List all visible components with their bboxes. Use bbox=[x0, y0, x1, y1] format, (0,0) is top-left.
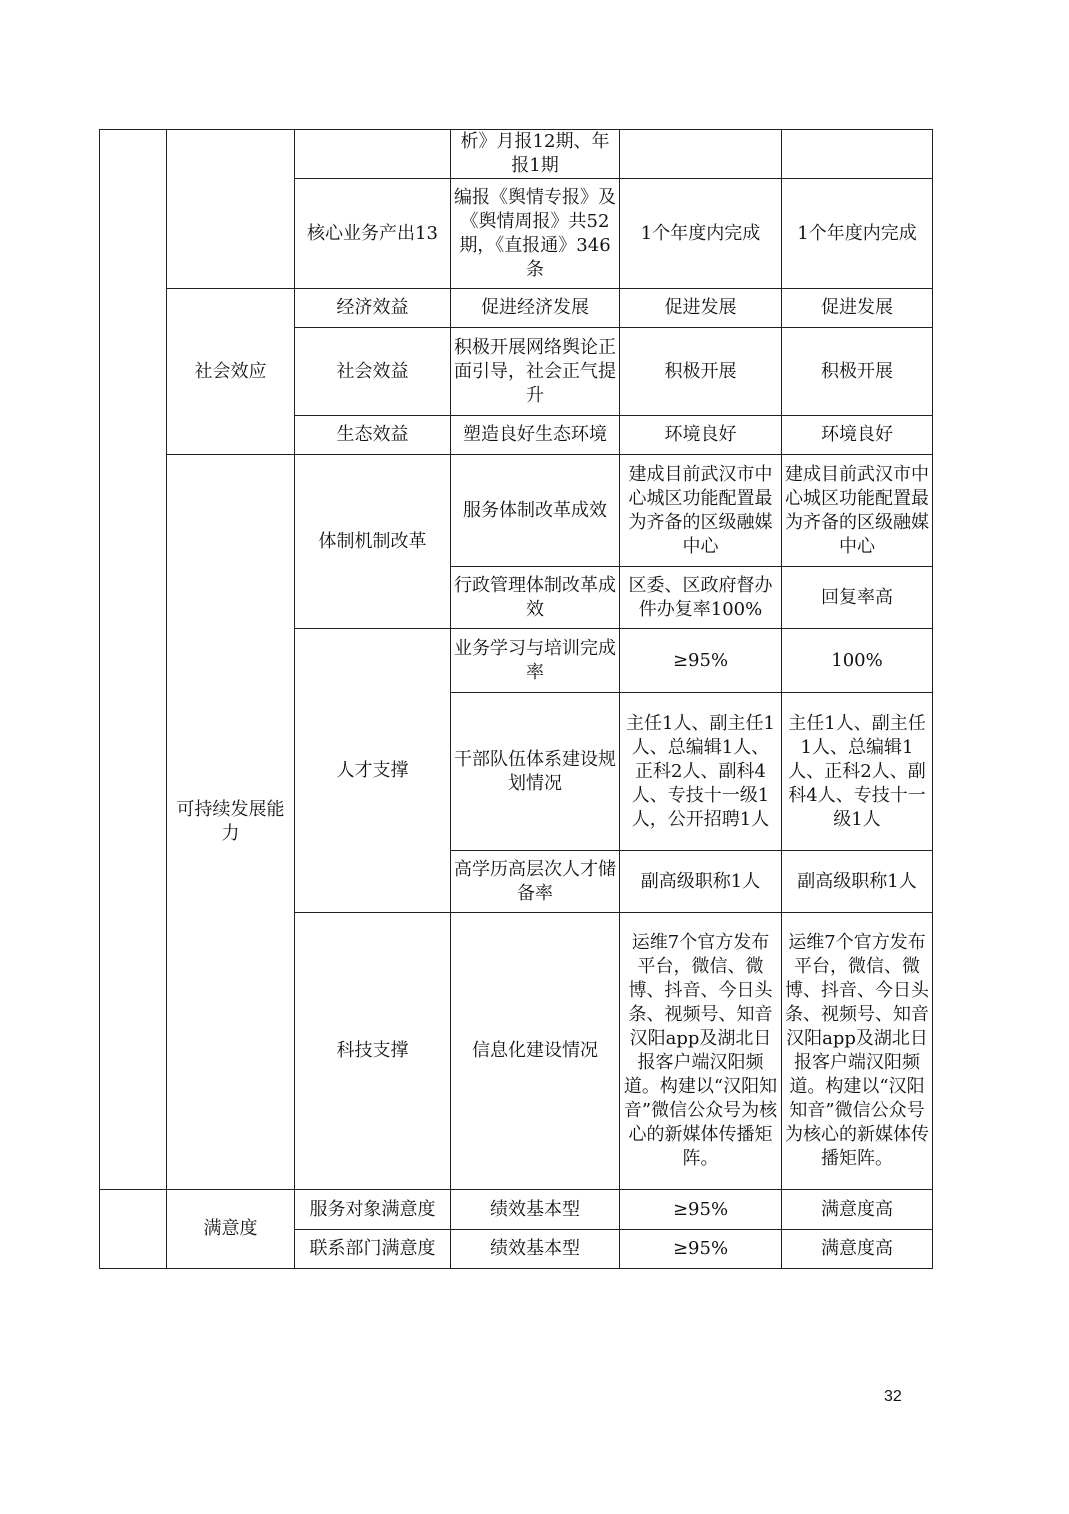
annual-target-cell: 主任1人、副主任1人、总编辑1人、正科2人、副科4人、专技十一级1人，公开招聘1人 bbox=[620, 693, 782, 851]
level2-cell: 可持续发展能力 bbox=[167, 455, 295, 1190]
target-content-cell: 信息化建设情况 bbox=[451, 913, 620, 1190]
target-content-cell: 服务体制改革成效 bbox=[451, 455, 620, 567]
table-row bbox=[100, 455, 933, 567]
level3-cell: 科技支撑 bbox=[295, 913, 451, 1190]
level3-cell: 联系部门满意度 bbox=[295, 1230, 451, 1269]
level2-cell: 社会效应 bbox=[167, 289, 295, 455]
table-row bbox=[100, 289, 933, 328]
actual-value-cell: 运维7个官方发布平台，微信、微博、抖音、今日头条、视频号、知音汉阳app及湖北日报客户端汉阳频道。构建以“汉阳知音”微信公众号为核心的新媒体传播矩阵。 bbox=[782, 913, 933, 1190]
annual-target-cell: 区委、区政府督办件办复率100% bbox=[620, 567, 782, 629]
target-content-cell: 绩效基本型 bbox=[451, 1190, 620, 1230]
level3-cell: 社会效益 bbox=[295, 328, 451, 416]
level2-cell: 满意度 bbox=[167, 1190, 295, 1269]
target-content-cell: 高学历高层次人才储备率 bbox=[451, 851, 620, 913]
target-content-cell: 行政管理体制改革成效 bbox=[451, 567, 620, 629]
annual-target-cell: ≥95% bbox=[620, 1230, 782, 1269]
actual-value-cell bbox=[782, 130, 933, 179]
annual-target-cell: 建成目前武汉市中心城区功能配置最为齐备的区级融媒中心 bbox=[620, 455, 782, 567]
annual-target-cell: 运维7个官方发布平台，微信、微博、抖音、今日头条、视频号、知音汉阳app及湖北日报客户端汉阳频道。构建以“汉阳知音”微信公众号为核心的新媒体传播矩阵。 bbox=[620, 913, 782, 1190]
annual-target-cell: ≥95% bbox=[620, 629, 782, 693]
actual-value-cell: 100% bbox=[782, 629, 933, 693]
performance-table bbox=[99, 129, 933, 1269]
target-content-cell: 编报《舆情专报》及《舆情周报》共52期，《直报通》346条 bbox=[451, 179, 620, 289]
annual-target-cell: 促进发展 bbox=[620, 289, 782, 328]
actual-value-cell: 副高级职称1人 bbox=[782, 851, 933, 913]
actual-value-cell: 促进发展 bbox=[782, 289, 933, 328]
level3-cell: 服务对象满意度 bbox=[295, 1190, 451, 1230]
actual-value-cell: 满意度高 bbox=[782, 1190, 933, 1230]
level3-cell: 人才支撑 bbox=[295, 629, 451, 913]
actual-value-cell: 满意度高 bbox=[782, 1230, 933, 1269]
target-content-cell: 析》月报12期、年报1期 bbox=[451, 130, 620, 179]
annual-target-cell bbox=[620, 130, 782, 179]
annual-target-cell: 积极开展 bbox=[620, 328, 782, 416]
annual-target-cell: ≥95% bbox=[620, 1190, 782, 1230]
annual-target-cell: 环境良好 bbox=[620, 416, 782, 455]
target-content-cell: 积极开展网络舆论正面引导，社会正气提升 bbox=[451, 328, 620, 416]
level3-cell: 生态效益 bbox=[295, 416, 451, 455]
actual-value-cell: 建成目前武汉市中心城区功能配置最为齐备的区级融媒中心 bbox=[782, 455, 933, 567]
level1-cell bbox=[100, 130, 167, 1190]
actual-value-cell: 主任1人、副主任1人、总编辑1人、正科2人、副科4人、专技十一级1人 bbox=[782, 693, 933, 851]
actual-value-cell: 1个年度内完成 bbox=[782, 179, 933, 289]
level3-cell: 核心业务产出13 bbox=[295, 179, 451, 289]
target-content-cell: 促进经济发展 bbox=[451, 289, 620, 328]
level3-cell bbox=[295, 130, 451, 179]
target-content-cell: 塑造良好生态环境 bbox=[451, 416, 620, 455]
target-content-cell: 业务学习与培训完成率 bbox=[451, 629, 620, 693]
target-content-cell: 干部队伍体系建设规划情况 bbox=[451, 693, 620, 851]
level2-cell bbox=[167, 130, 295, 289]
level3-cell: 体制机制改革 bbox=[295, 455, 451, 629]
table-row bbox=[100, 1190, 933, 1230]
level3-cell: 经济效益 bbox=[295, 289, 451, 328]
actual-value-cell: 积极开展 bbox=[782, 328, 933, 416]
page-number: 32 bbox=[884, 1388, 902, 1405]
annual-target-cell: 1个年度内完成 bbox=[620, 179, 782, 289]
table-row bbox=[100, 130, 933, 179]
actual-value-cell: 回复率高 bbox=[782, 567, 933, 629]
level1-cell bbox=[100, 1190, 167, 1269]
target-content-cell: 绩效基本型 bbox=[451, 1230, 620, 1269]
actual-value-cell: 环境良好 bbox=[782, 416, 933, 455]
annual-target-cell: 副高级职称1人 bbox=[620, 851, 782, 913]
